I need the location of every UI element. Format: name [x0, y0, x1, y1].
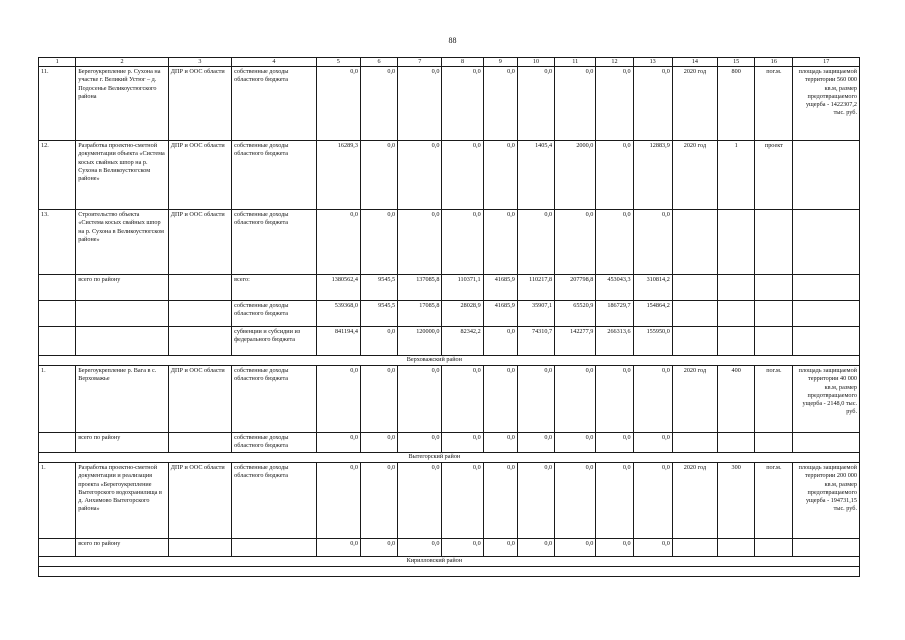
amount-cell: 186729,7 [596, 301, 633, 327]
amount-cell: 0,0 [483, 327, 517, 356]
amount-cell: 0,0 [517, 366, 554, 433]
amount-cell: 154864,2 [633, 301, 672, 327]
quantity: 800 [718, 67, 755, 141]
completion-year [672, 433, 717, 453]
amount-cell: 0,0 [517, 539, 554, 557]
region-spacer [793, 356, 860, 366]
table-row [39, 67, 860, 141]
amount-cell: 0,0 [483, 463, 517, 539]
amount-cell: 0,0 [442, 539, 483, 557]
result-note [793, 275, 860, 301]
amount-cell: 0,0 [517, 210, 554, 275]
result-note [793, 210, 860, 275]
blank-cell [39, 567, 860, 577]
result-note: площадь защищаемой территории 40 000 кв.м, размер предотвращаемого ущерба - 2148,0 тыс. руб. [793, 366, 860, 433]
amount-cell: 0,0 [398, 463, 442, 539]
measure-name: Разработка проектно-сметной документации объекта «Система косых свайных шпор на р. Сухона в Великоустюгском районе» [76, 141, 169, 210]
funding-source: собственные доходы областного бюджета [232, 366, 317, 433]
measure-name [76, 327, 169, 356]
amount-cell: 0,0 [633, 463, 672, 539]
amount-cell: 16289,3 [316, 141, 360, 210]
executor [168, 327, 231, 356]
amount-cell: 0,0 [442, 463, 483, 539]
unit [755, 327, 793, 356]
amount-cell: 0,0 [483, 433, 517, 453]
row-number: 12. [39, 141, 76, 210]
amount-cell: 0,0 [360, 539, 397, 557]
funding-source: всего: [232, 275, 317, 301]
table-row [39, 366, 860, 433]
amount-cell: 0,0 [633, 366, 672, 433]
measure-name: Берегоукрепление р. Сухона на участке г. Великий Устюг – д. Подосенье Великоустюгского района [76, 67, 169, 141]
unit [755, 433, 793, 453]
funding-source: собственные доходы областного бюджета [232, 433, 317, 453]
amount-cell: 1380562,4 [316, 275, 360, 301]
completion-year: 2020 год [672, 141, 717, 210]
measure-name: всего по району [76, 433, 169, 453]
row-number [39, 275, 76, 301]
amount-cell: 207798,8 [555, 275, 596, 301]
amount-cell: 0,0 [360, 366, 397, 433]
amount-cell: 137085,8 [398, 275, 442, 301]
amount-cell: 0,0 [596, 210, 633, 275]
measure-name: Строительство объекта «Система косых свайных шпор на р. Сухона в Великоустюгском районе» [76, 210, 169, 275]
region-spacer [39, 453, 76, 463]
column-number: 14 [672, 58, 717, 67]
amount-cell: 110217,8 [517, 275, 554, 301]
amount-cell: 0,0 [316, 463, 360, 539]
amount-cell: 0,0 [483, 366, 517, 433]
unit [755, 275, 793, 301]
amount-cell: 1405,4 [517, 141, 554, 210]
column-number: 8 [442, 58, 483, 67]
amount-cell: 539368,0 [316, 301, 360, 327]
row-number [39, 301, 76, 327]
funding-source: собственные доходы областного бюджета [232, 141, 317, 210]
column-number: 7 [398, 58, 442, 67]
amount-cell: 453043,3 [596, 275, 633, 301]
row-number [39, 539, 76, 557]
amount-cell: 142277,9 [555, 327, 596, 356]
executor: ДПР и ООС области [168, 141, 231, 210]
quantity [718, 539, 755, 557]
amount-cell: 841194,4 [316, 327, 360, 356]
completion-year [672, 301, 717, 327]
completion-year [672, 327, 717, 356]
row-number: 1. [39, 463, 76, 539]
table-row [39, 539, 860, 557]
amount-cell: 0,0 [555, 433, 596, 453]
amount-cell: 0,0 [596, 366, 633, 433]
amount-cell: 65520,9 [555, 301, 596, 327]
quantity [718, 327, 755, 356]
quantity: 1 [718, 141, 755, 210]
unit [755, 539, 793, 557]
amount-cell: 0,0 [316, 433, 360, 453]
completion-year [672, 539, 717, 557]
column-number: 9 [483, 58, 517, 67]
column-number: 4 [232, 58, 317, 67]
executor: ДПР и ООС области [168, 210, 231, 275]
amount-cell: 0,0 [398, 539, 442, 557]
executor [168, 301, 231, 327]
column-number: 13 [633, 58, 672, 67]
result-note [793, 433, 860, 453]
result-note [793, 539, 860, 557]
amount-cell: 41685,9 [483, 275, 517, 301]
funding-source: собственные доходы областного бюджета [232, 463, 317, 539]
measure-name [76, 301, 169, 327]
quantity: 300 [718, 463, 755, 539]
amount-cell: 0,0 [398, 210, 442, 275]
region-spacer [39, 356, 76, 366]
column-number: 3 [168, 58, 231, 67]
column-number: 6 [360, 58, 397, 67]
funding-source: субвенции и субсидии из федерального бюджета [232, 327, 317, 356]
unit [755, 210, 793, 275]
table-row [39, 301, 860, 327]
amount-cell: 0,0 [517, 67, 554, 141]
amount-cell: 110371,1 [442, 275, 483, 301]
amount-cell: 0,0 [442, 366, 483, 433]
amount-cell: 0,0 [596, 433, 633, 453]
result-note [793, 141, 860, 210]
amount-cell: 0,0 [596, 141, 633, 210]
completion-year [672, 275, 717, 301]
amount-cell: 0,0 [596, 67, 633, 141]
unit: проект [755, 141, 793, 210]
amount-cell: 0,0 [360, 327, 397, 356]
executor [168, 539, 231, 557]
table-row [39, 463, 860, 539]
region-row [39, 557, 860, 567]
amount-cell: 28028,9 [442, 301, 483, 327]
amount-cell: 0,0 [360, 463, 397, 539]
amount-cell: 0,0 [555, 366, 596, 433]
amount-cell: 0,0 [360, 67, 397, 141]
completion-year: 2020 год [672, 463, 717, 539]
quantity [718, 433, 755, 453]
amount-cell: 35907,1 [517, 301, 554, 327]
amount-cell: 310814,2 [633, 275, 672, 301]
completion-year: 2020 год [672, 67, 717, 141]
column-number: 16 [755, 58, 793, 67]
funding-source [232, 539, 317, 557]
unit [755, 301, 793, 327]
region-row [39, 453, 860, 463]
amount-cell: 120000,0 [398, 327, 442, 356]
region-title: Кирилловский район [76, 557, 793, 567]
executor: ДПР и ООС области [168, 463, 231, 539]
amount-cell: 0,0 [555, 210, 596, 275]
column-number: 2 [76, 58, 169, 67]
quantity [718, 210, 755, 275]
amount-cell: 0,0 [596, 463, 633, 539]
amount-cell: 82342,2 [442, 327, 483, 356]
budget-table [38, 57, 860, 577]
region-row [39, 356, 860, 366]
table-row [39, 433, 860, 453]
amount-cell: 0,0 [360, 141, 397, 210]
row-number [39, 433, 76, 453]
table-row [39, 210, 860, 275]
amount-cell: 0,0 [442, 67, 483, 141]
amount-cell: 0,0 [442, 433, 483, 453]
quantity [718, 301, 755, 327]
table-row [39, 275, 860, 301]
amount-cell: 74310,7 [517, 327, 554, 356]
region-title: Вытегорский район [76, 453, 793, 463]
measure-name: Берегоукрепление р. Вага в с. Верховажье [76, 366, 169, 433]
region-spacer [793, 453, 860, 463]
unit: пог.м. [755, 366, 793, 433]
result-note [793, 301, 860, 327]
quantity [718, 275, 755, 301]
result-note [793, 327, 860, 356]
amount-cell: 0,0 [360, 433, 397, 453]
quantity: 400 [718, 366, 755, 433]
completion-year: 2020 год [672, 366, 717, 433]
region-spacer [39, 557, 76, 567]
amount-cell: 0,0 [555, 463, 596, 539]
amount-cell: 0,0 [483, 141, 517, 210]
row-number: 13. [39, 210, 76, 275]
funding-source: собственные доходы областного бюджета [232, 301, 317, 327]
row-number: 1. [39, 366, 76, 433]
table-row [39, 327, 860, 356]
amount-cell: 0,0 [442, 141, 483, 210]
amount-cell: 0,0 [398, 366, 442, 433]
executor: ДПР и ООС области [168, 67, 231, 141]
amount-cell: 0,0 [633, 539, 672, 557]
column-number: 17 [793, 58, 860, 67]
amount-cell: 0,0 [316, 366, 360, 433]
result-note: площадь защищаемой территории 200 000 кв.м, размер предотвращаемого ущерба - 194731,15 тыс. руб. [793, 463, 860, 539]
amount-cell: 0,0 [633, 67, 672, 141]
amount-cell: 0,0 [483, 67, 517, 141]
page-number: 88 [448, 36, 457, 45]
blank-row [39, 567, 860, 577]
amount-cell: 0,0 [483, 210, 517, 275]
amount-cell: 0,0 [555, 539, 596, 557]
amount-cell: 0,0 [517, 463, 554, 539]
amount-cell: 0,0 [633, 433, 672, 453]
funding-source: собственные доходы областного бюджета [232, 210, 317, 275]
amount-cell: 0,0 [517, 433, 554, 453]
funding-source: собственные доходы областного бюджета [232, 67, 317, 141]
executor [168, 275, 231, 301]
amount-cell: 9545,5 [360, 275, 397, 301]
measure-name: всего по району [76, 539, 169, 557]
amount-cell: 0,0 [316, 539, 360, 557]
amount-cell: 2000,0 [555, 141, 596, 210]
completion-year [672, 210, 717, 275]
amount-cell: 0,0 [360, 210, 397, 275]
amount-cell: 9545,5 [360, 301, 397, 327]
amount-cell: 0,0 [442, 210, 483, 275]
region-spacer [793, 557, 860, 567]
executor: ДПР и ООС области [168, 366, 231, 433]
row-number: 11. [39, 67, 76, 141]
column-number: 1 [39, 58, 76, 67]
amount-cell: 0,0 [398, 433, 442, 453]
amount-cell: 0,0 [398, 141, 442, 210]
amount-cell: 266313,6 [596, 327, 633, 356]
column-number: 5 [316, 58, 360, 67]
amount-cell: 0,0 [483, 539, 517, 557]
column-number-row [39, 58, 860, 67]
amount-cell: 0,0 [555, 67, 596, 141]
table-row [39, 141, 860, 210]
amount-cell: 0,0 [316, 210, 360, 275]
amount-cell: 0,0 [633, 210, 672, 275]
amount-cell: 12883,9 [633, 141, 672, 210]
amount-cell: 0,0 [596, 539, 633, 557]
amount-cell: 155950,0 [633, 327, 672, 356]
executor [168, 433, 231, 453]
column-number: 15 [718, 58, 755, 67]
column-number: 11 [555, 58, 596, 67]
measure-name: всего по району [76, 275, 169, 301]
result-note: площадь защищаемой территории 560 000 кв.м, размер предотвращаемого ущерба - 1422307,2 тыс. руб. [793, 67, 860, 141]
measure-name: Разработка проектно-сметной документации и реализация проекта «Берегоукрепление Вытегорского водохранилища в д. Анхимово Вытегорского района» [76, 463, 169, 539]
row-number [39, 327, 76, 356]
column-number: 10 [517, 58, 554, 67]
region-title: Верховажский район [76, 356, 793, 366]
unit: пог.м. [755, 463, 793, 539]
amount-cell: 0,0 [398, 67, 442, 141]
amount-cell: 17085,8 [398, 301, 442, 327]
column-number: 12 [596, 58, 633, 67]
amount-cell: 41685,9 [483, 301, 517, 327]
amount-cell: 0,0 [316, 67, 360, 141]
unit: пог.м. [755, 67, 793, 141]
